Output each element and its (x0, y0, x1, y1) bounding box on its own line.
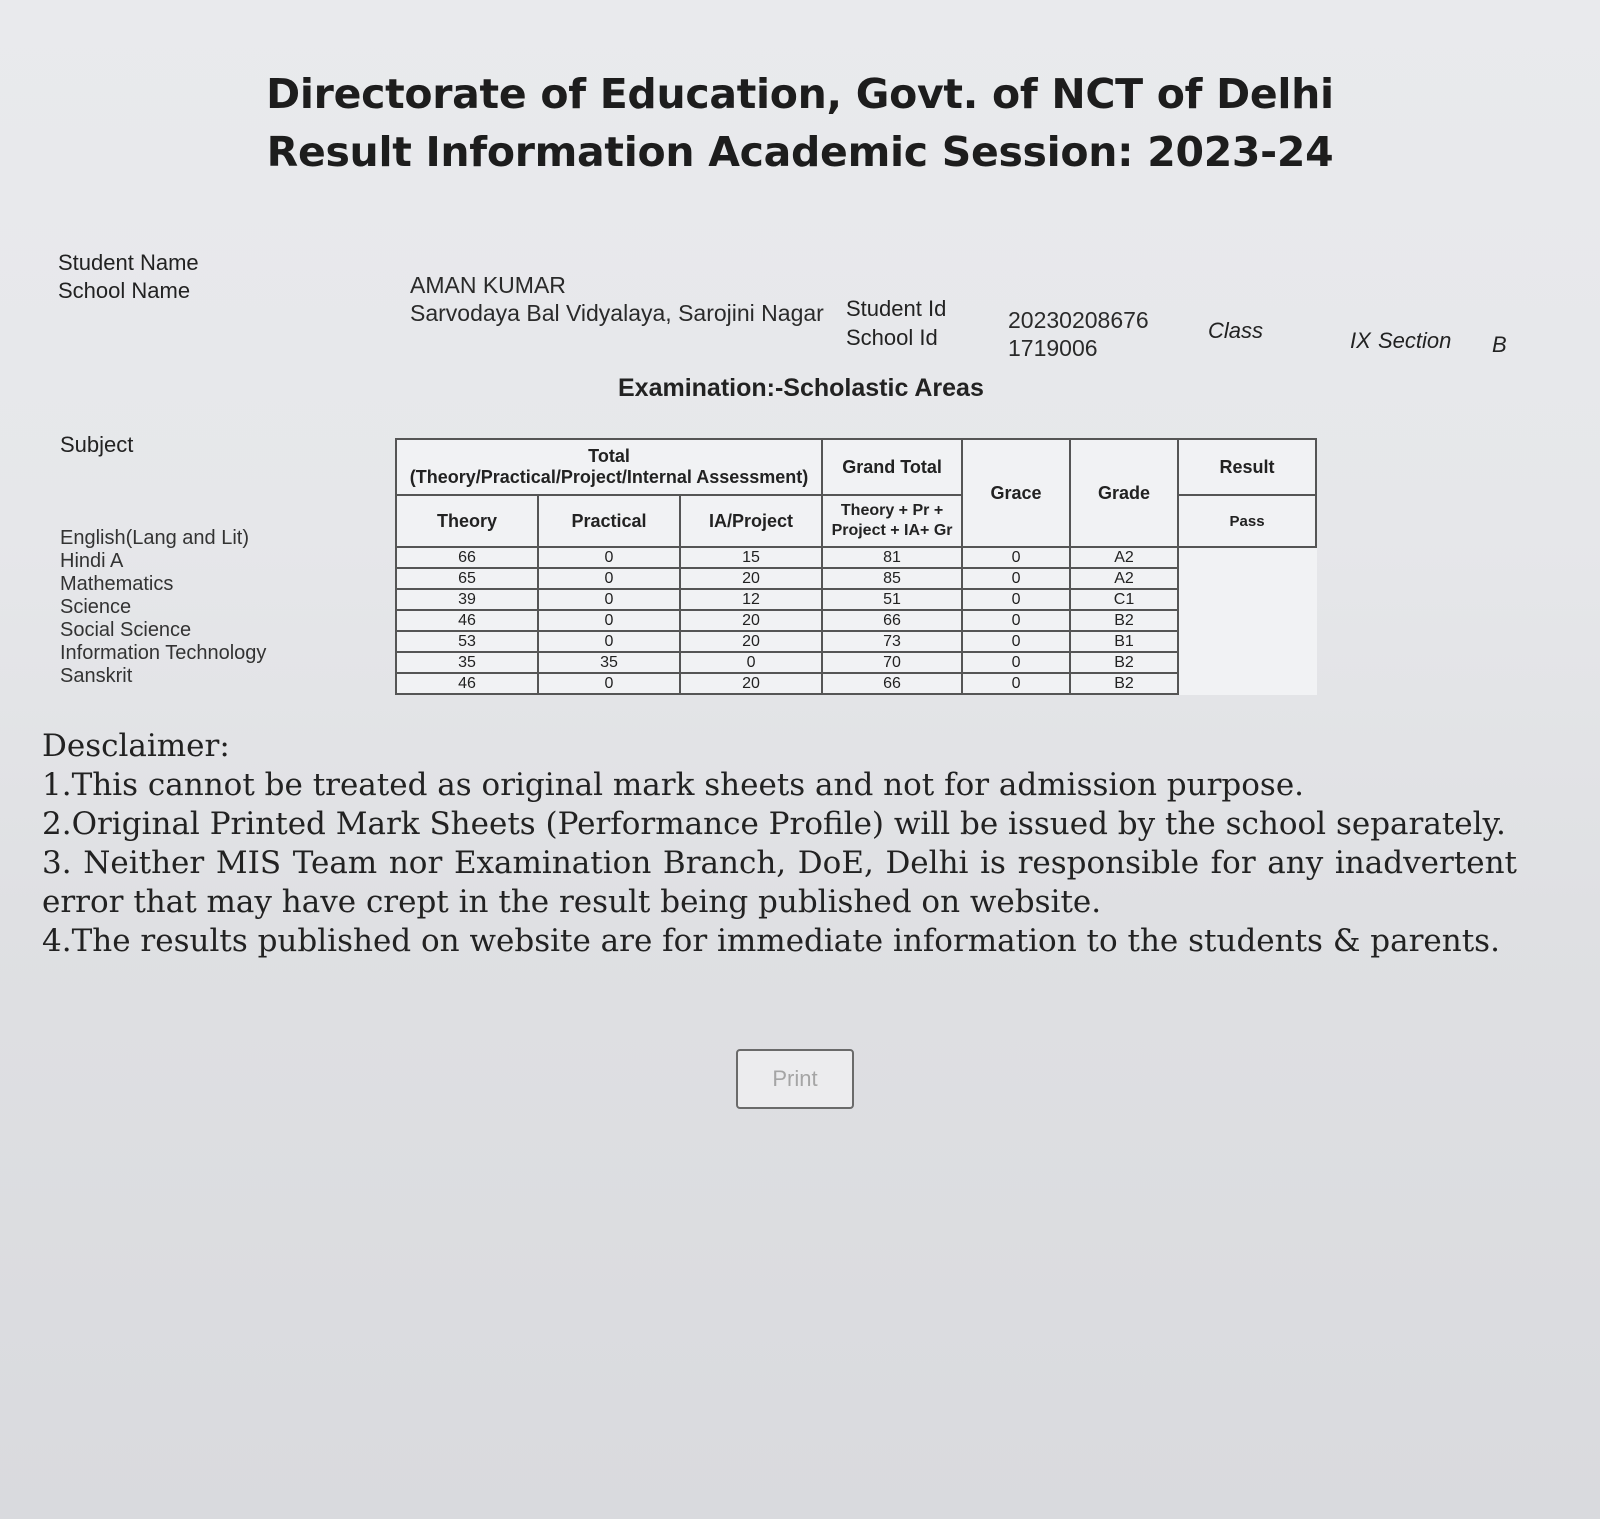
grand-total-cell: 66 (822, 673, 962, 694)
theory-cell: 46 (396, 610, 538, 631)
total-header (396, 439, 822, 495)
grand-total-cell: 70 (822, 652, 962, 673)
grace-cell: 0 (962, 673, 1070, 694)
grand-total-cell: 85 (822, 568, 962, 589)
grace-header: Grace (962, 439, 1070, 547)
school-name-label: School Name (58, 278, 191, 303)
table-row (396, 547, 1316, 568)
grand-total-cell: 81 (822, 547, 962, 568)
section-label: Section (1378, 328, 1452, 353)
practical-cell: 0 (538, 610, 680, 631)
ia-cell: 20 (680, 568, 822, 589)
grand-total-cell: 73 (822, 631, 962, 652)
disclaimer-item: 1.This cannot be treated as original mark sheets and not for admission purpose. (42, 767, 1305, 803)
subject-name: Sanskrit (60, 665, 133, 687)
table-row (396, 610, 1316, 631)
subject-name: Science (60, 596, 132, 618)
practical-header: Practical (538, 495, 680, 547)
theory-cell: 35 (396, 652, 538, 673)
practical-cell: 35 (538, 652, 680, 673)
grade-cell: C1 (1070, 589, 1178, 610)
practical-cell: 0 (538, 673, 680, 694)
marks-table (395, 438, 1317, 695)
total-header-subtitle: (Theory/Practical/Project/Internal Assessment) (409, 467, 809, 487)
exam-title: Examination:-Scholastic Areas (618, 374, 984, 402)
table-row (396, 589, 1316, 610)
subject-name: Information Technology (60, 642, 267, 664)
theory-header: Theory (396, 495, 538, 547)
result-header: Result (1178, 439, 1316, 495)
disclaimer-item: 3. Neither MIS Team nor Examination Branch, DoE, Delhi is responsible for any inadvertent error that may have crept in the result being published on website. (42, 845, 1517, 920)
grade-cell: A2 (1070, 547, 1178, 568)
subject-name: Hindi A (60, 550, 124, 572)
ia-cell: 20 (680, 631, 822, 652)
grand-total-formula-line2: Project + IA+ Gr (831, 522, 953, 539)
table-row (396, 673, 1316, 694)
table-row (396, 631, 1316, 652)
student-name-label: Student Name (58, 250, 199, 275)
grade-cell: B1 (1070, 631, 1178, 652)
ia-cell: 20 (680, 673, 822, 694)
disclaimer-heading: Desclaimer: (42, 728, 230, 764)
school-name-value: Sarvodaya Bal Vidyalaya, Sarojini Nagar (410, 300, 824, 326)
section-value: B (1492, 332, 1507, 357)
disclaimer-section (42, 727, 1517, 961)
theory-cell: 46 (396, 673, 538, 694)
grand-total-formula-line1: Theory + Pr + (840, 502, 944, 519)
page-title-line2: Result Information Academic Session: 2023-24 (266, 128, 1334, 176)
grade-cell: A2 (1070, 568, 1178, 589)
subject-name: Social Science (60, 619, 192, 641)
practical-cell: 0 (538, 631, 680, 652)
practical-cell: 0 (538, 589, 680, 610)
subject-list (60, 527, 360, 688)
grade-cell: B2 (1070, 673, 1178, 694)
grace-cell: 0 (962, 547, 1070, 568)
student-name-value: AMAN KUMAR (410, 272, 566, 298)
ia-project-header: IA/Project (680, 495, 822, 547)
ia-cell: 12 (680, 589, 822, 610)
student-id-value: 20230208676 (1008, 307, 1149, 333)
disclaimer-item: 4.The results published on website are for immediate information to the students & parents. (42, 923, 1500, 959)
subject-label: Subject (60, 432, 134, 457)
result-value: Pass (1178, 495, 1316, 547)
grand-total-header: Grand Total (822, 439, 962, 495)
theory-cell: 65 (396, 568, 538, 589)
subject-name: English(Lang and Lit) (60, 527, 250, 549)
page-title-line1: Directorate of Education, Govt. of NCT of Delhi (266, 70, 1334, 118)
grace-cell: 0 (962, 610, 1070, 631)
table-row (396, 568, 1316, 589)
total-header-title: Total (588, 446, 630, 466)
subject-name: Mathematics (60, 573, 174, 595)
theory-cell: 53 (396, 631, 538, 652)
grand-total-formula (822, 495, 962, 547)
grade-cell: B2 (1070, 652, 1178, 673)
grade-header: Grade (1070, 439, 1178, 547)
print-button[interactable]: Print (736, 1049, 854, 1109)
school-id-label: School Id (846, 325, 938, 350)
grace-cell: 0 (962, 568, 1070, 589)
grace-cell: 0 (962, 631, 1070, 652)
practical-cell: 0 (538, 547, 680, 568)
ia-cell: 15 (680, 547, 822, 568)
class-value: IX (1350, 328, 1371, 353)
ia-cell: 0 (680, 652, 822, 673)
grand-total-cell: 66 (822, 610, 962, 631)
practical-cell: 0 (538, 568, 680, 589)
table-row (396, 652, 1316, 673)
class-label: Class (1208, 318, 1264, 343)
student-id-label: Student Id (846, 296, 947, 321)
grace-cell: 0 (962, 589, 1070, 610)
disclaimer-item: 2.Original Printed Mark Sheets (Performance Profile) will be issued by the school separately. (42, 806, 1506, 842)
theory-cell: 66 (396, 547, 538, 568)
grace-cell: 0 (962, 652, 1070, 673)
school-id-value: 1719006 (1008, 335, 1098, 361)
theory-cell: 39 (396, 589, 538, 610)
grand-total-cell: 51 (822, 589, 962, 610)
ia-cell: 20 (680, 610, 822, 631)
grade-cell: B2 (1070, 610, 1178, 631)
